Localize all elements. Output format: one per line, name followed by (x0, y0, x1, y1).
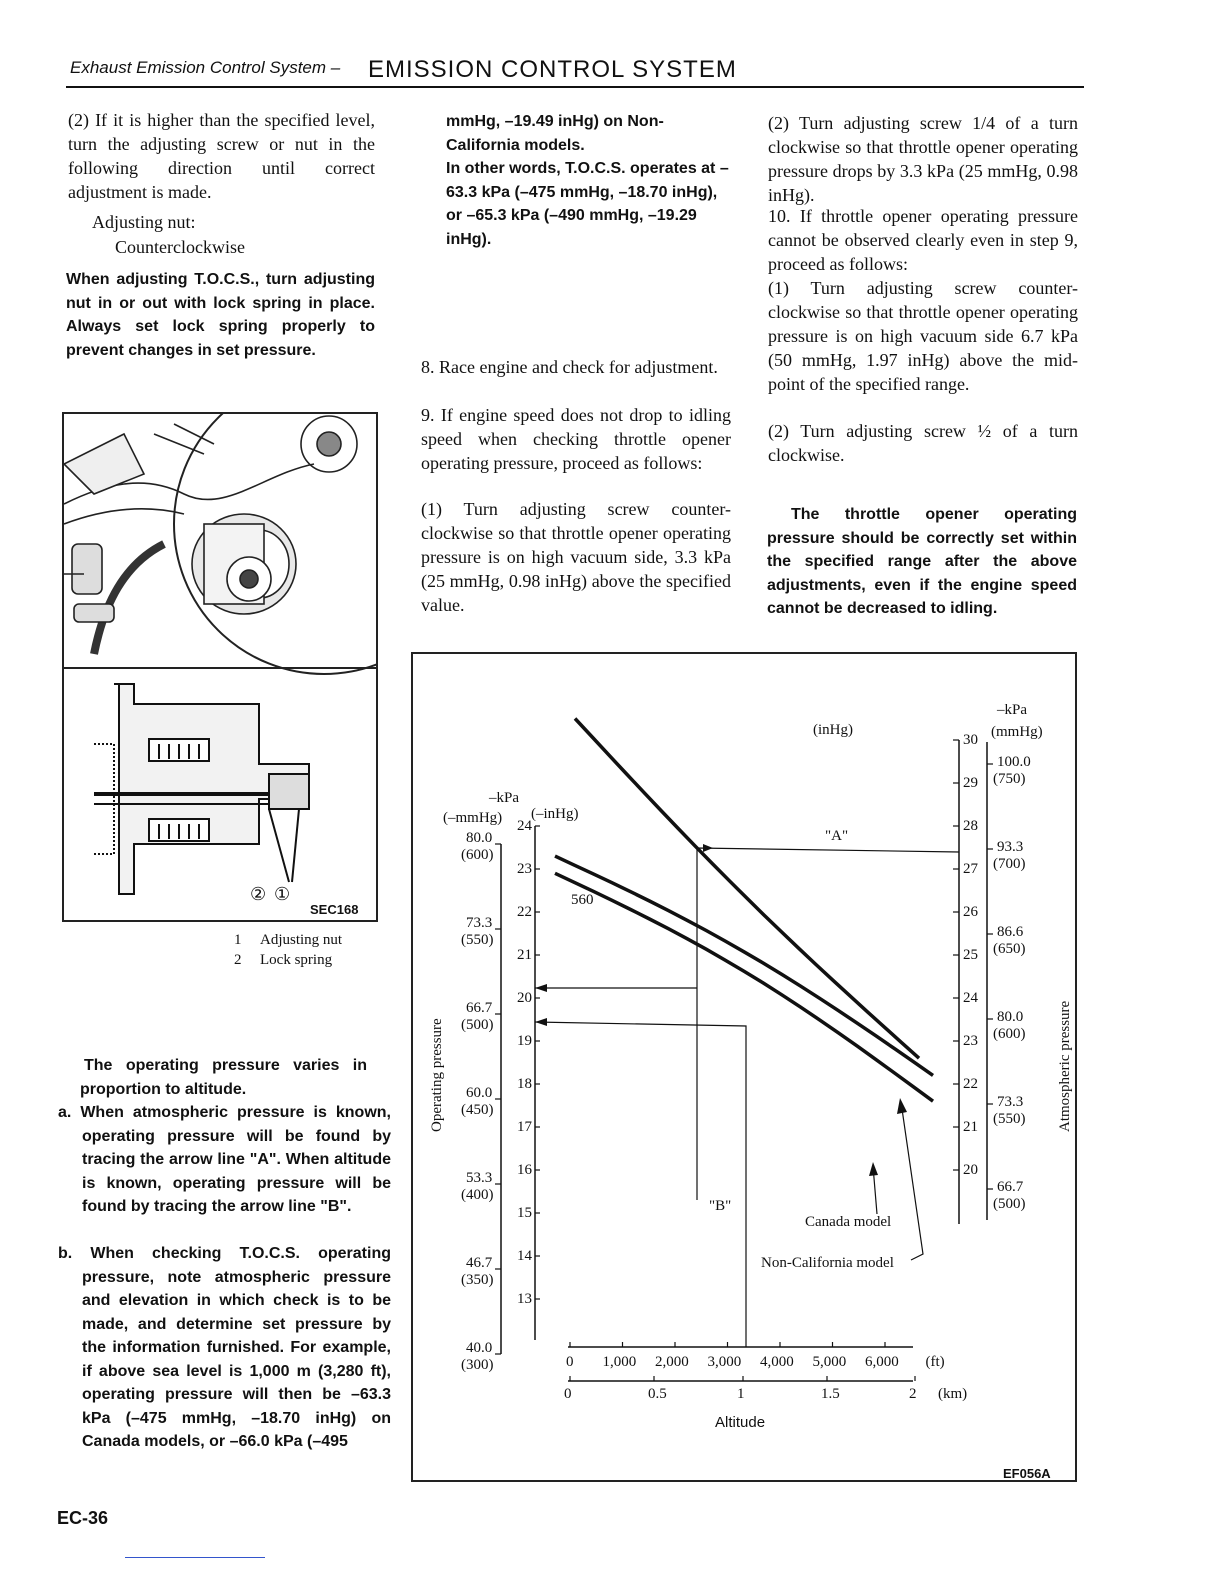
right-mmhg-label: (650) (993, 941, 1026, 957)
left-inhg-tick-label: 15 (517, 1205, 532, 1221)
right-kpa-unit: –kPa (997, 702, 1027, 718)
page-title: EMISSION CONTROL SYSTEM (368, 56, 737, 83)
right-inhg-tick-label: 27 (963, 861, 978, 877)
x-km-tick-label: 1.5 (821, 1386, 840, 1402)
step-9: 9. If engine speed does not drop to idling speed when checking throttle opener operating pressure, proceed as follows: (421, 405, 731, 473)
figure-box (62, 412, 378, 922)
x-ft-tick-label: (ft) (925, 1354, 945, 1370)
right-inhg-tick-label: 23 (963, 1033, 978, 1049)
right-kpa-label: 66.7 (997, 1179, 1024, 1195)
col2-operates: In other words, T.O.C.S. operates at –63.3 kPa (–475 mmHg, –18.70 inHg), or –65.3 kPa (–490 mmHg, –19.29 inHg). (446, 160, 729, 248)
left-mmhg-label: (400) (461, 1187, 494, 1203)
left-kpa-label: 60.0 (466, 1085, 493, 1101)
x-ft-tick-label: 6,000 (865, 1354, 899, 1370)
callout-1: ① (274, 884, 291, 904)
left-inhg-tick-label: 13 (517, 1291, 532, 1307)
adjusting-label: Adjusting nut: (92, 212, 196, 232)
right-kpa-label: 93.3 (997, 839, 1024, 855)
right-inhg-tick-label: 22 (963, 1076, 978, 1092)
header-rule (66, 86, 1084, 88)
y-label-right: Atmospheric pressure (1057, 1000, 1073, 1132)
arrow-line-b (535, 1022, 746, 1347)
left-inhg-tick-label: 24 (517, 818, 532, 834)
left-inhg-tick-label: 18 (517, 1076, 532, 1092)
altitude-chart (411, 652, 1077, 1482)
left-kpa-label: 46.7 (466, 1255, 493, 1271)
left-inhg-tick-label: 16 (517, 1162, 532, 1178)
adjusting-value: Counterclockwise (115, 237, 245, 257)
x-label: Altitude (715, 1414, 766, 1431)
noncal-pointer (901, 1102, 923, 1260)
left-mmhg-label: (600) (461, 847, 494, 863)
x-ft-tick-label: 1,000 (602, 1354, 637, 1370)
legend-item: 2 Lock spring (234, 952, 333, 968)
x-km-tick-label: 2 (909, 1386, 917, 1402)
x-km-tick-label: 0 (564, 1386, 572, 1402)
right-inhg-tick-label: 24 (963, 990, 978, 1006)
left-inhg-tick-label: 19 (517, 1033, 532, 1049)
x-ft-tick-label: 2,000 (655, 1354, 689, 1370)
figure-code: SEC168 (310, 902, 359, 917)
left-kpa-label: 53.3 (466, 1170, 493, 1186)
step-9-1: (1) Turn adjusting screw counter-clockwise so that throttle opener operating pressure is on high vacuum side, 3.3 kPa (25 mmHg, 0.98 inHg) above the specified value. (421, 499, 731, 615)
x-ft-tick-label: 4,000 (760, 1354, 794, 1370)
callout-2: ② (250, 884, 267, 904)
right-kpa-label: 80.0 (997, 1009, 1024, 1025)
left-mmhg-label: (450) (461, 1102, 494, 1118)
left-inhg-tick-label: 22 (517, 904, 532, 920)
chart-figure-code: EF056A (1003, 1466, 1051, 1481)
right-mmhg-unit: (mmHg) (991, 724, 1043, 740)
left-inhg-tick-label: 21 (517, 947, 532, 963)
label-canada: Canada model (805, 1214, 892, 1230)
left-inhg-tick-label: 23 (517, 861, 532, 877)
right-inhg-tick-label: 29 (963, 775, 978, 791)
left-kpa-unit: –kPa (489, 790, 519, 806)
arrow-b-head (535, 1018, 547, 1026)
right-inhg-tick-label: 26 (963, 904, 978, 920)
left-inhg-tick-label: 20 (517, 990, 532, 1006)
footer-line (125, 1557, 265, 1558)
x-ft-tick-label: 3,000 (707, 1354, 742, 1370)
right-kpa-label: 86.6 (997, 924, 1024, 940)
left-kpa-label: 80.0 (466, 830, 493, 846)
left-inhg-tick-label: 14 (517, 1248, 532, 1264)
left-inhg-unit: (–inHg) (531, 806, 579, 822)
noncal-pointer-head (897, 1098, 907, 1114)
col2-continued: mmHg, –19.49 inHg) on Non-California models. (446, 113, 664, 154)
x-ft-tick-label: 5,000 (812, 1354, 847, 1370)
canada-pointer-head (869, 1162, 878, 1176)
series-non-california (555, 856, 933, 1075)
right-mmhg-label: (700) (993, 856, 1026, 872)
x-ft-tick-label: 0 (566, 1354, 574, 1370)
right-inhg-tick-label: 28 (963, 818, 978, 834)
step-10: 10. If throttle opener operating pressure cannot be observed clearly even in step 9, proceed as follows: (768, 206, 1078, 274)
arrow-a-left-head (535, 984, 547, 992)
note-b: b. When checking T.O.C.S. operating pressure, note atmospheric pressure and elevation in which check is to be made, and determine set pressure by the information furnished. For example, if above sea level is 1,000 m (3,280 ft), operating pressure will then be –63.3 kPa (–475 mmHg, –18.70 inHg) on Canada models, or –66.0 kPa (–495 (58, 1245, 391, 1450)
left-kpa-label: 66.7 (466, 1000, 493, 1016)
engine-illustration (64, 414, 376, 920)
left-inhg-tick-label: 17 (517, 1119, 532, 1135)
right-mmhg-label: (500) (993, 1196, 1026, 1212)
arrow-a-head (703, 844, 713, 852)
caution-note: When adjusting T.O.C.S., turn adjusting nut in or out with lock spring in place. Always set lock spring properly to prevent changes in set pressure. (66, 271, 375, 359)
x-km-tick-label: 0.5 (648, 1386, 667, 1402)
right-mmhg-label: (600) (993, 1026, 1026, 1042)
left-mmhg-label: (500) (461, 1017, 494, 1033)
col3-note: The throttle opener operating pressure should be correctly set within the specified range after the above adjustments, even if the engine speed cannot be decreased to idling. (767, 506, 1077, 617)
label-noncal: Non-California model (761, 1255, 894, 1271)
label-b: "B" (709, 1198, 732, 1214)
legend-item: 1 Adjusting nut (234, 932, 343, 948)
x-km-tick-label: (km) (938, 1386, 968, 1402)
note-a: a. When atmospheric pressure is known, operating pressure will be found by tracing the arrow line "A". When altitude is known, operating pressure will be found by tracing the arrow line "B". (58, 1104, 391, 1215)
figure-legend (234, 930, 342, 970)
right-inhg-unit: (inHg) (813, 722, 853, 738)
right-inhg-tick-label: 21 (963, 1119, 978, 1135)
series-canada (555, 873, 933, 1101)
right-mmhg-label: (750) (993, 771, 1026, 787)
left-mmhg-unit: (–mmHg) (443, 810, 503, 826)
note-intro: The operating pressure varies in proportion to altitude. (80, 1057, 367, 1098)
step-10-2: (2) Turn adjusting screw ½ of a turn clockwise. (768, 421, 1078, 465)
left-mmhg-label: (550) (461, 932, 494, 948)
col1-step2: (2) If it is higher than the specified level, turn the adjusting screw or nut in the following direction until correct adjustment is made. (68, 110, 375, 202)
right-kpa-label: 73.3 (997, 1094, 1024, 1110)
header-section: Exhaust Emission Control System – (70, 58, 341, 77)
label-a: "A" (825, 828, 849, 844)
left-mmhg-label: (300) (461, 1357, 494, 1373)
right-inhg-tick-label: 25 (963, 947, 978, 963)
x-km-tick-label: 1 (737, 1386, 745, 1402)
label-560: 560 (571, 892, 594, 908)
page-number: EC-36 (57, 1508, 109, 1528)
step-8: 8. Race engine and check for adjustment. (421, 357, 718, 377)
right-inhg-tick-label: 30 (963, 732, 978, 748)
right-kpa-label: 100.0 (997, 754, 1031, 770)
y-label-left: Operating pressure (429, 1018, 445, 1132)
right-inhg-tick-label: 20 (963, 1162, 978, 1178)
step-10-1: (1) Turn adjusting screw counter-clockwise so that throttle opener operating pressure is on high vacuum side 6.7 kPa (50 mmHg, 1.97 inHg) above the mid-point of the specified range. (768, 278, 1078, 394)
left-kpa-label: 73.3 (466, 915, 493, 931)
left-mmhg-label: (350) (461, 1272, 494, 1288)
left-kpa-label: 40.0 (466, 1340, 493, 1356)
right-mmhg-label: (550) (993, 1111, 1026, 1127)
step-9-2: (2) Turn adjusting screw 1/4 of a turn clockwise so that throttle opener operating pressure drops by 3.3 kPa (25 mmHg, 0.98 inHg). (768, 113, 1078, 205)
